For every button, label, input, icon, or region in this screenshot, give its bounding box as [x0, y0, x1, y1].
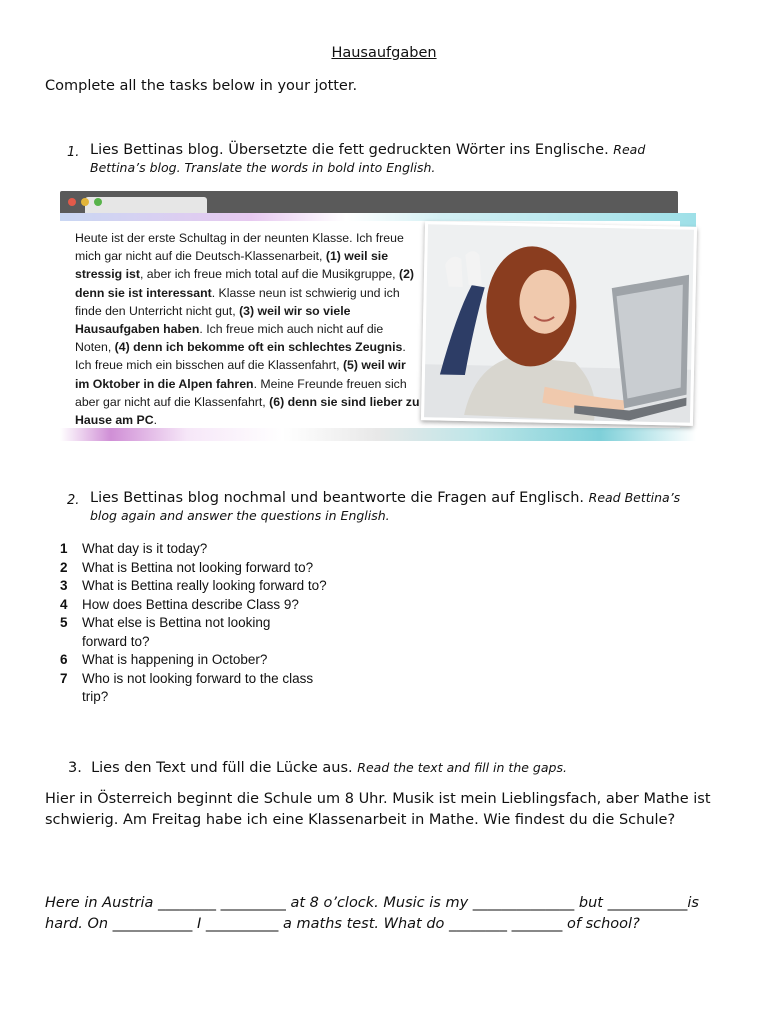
task3-instruction: [68, 758, 708, 778]
photo-illustration: [424, 224, 694, 423]
bold-phrase-4: (4) denn ich bekomme oft ein schlechtes Zeugnis: [114, 340, 403, 355]
gap-fill-text: Here in Austria ________ _________ at 8 o’clock. Music is my ______________ but ___________is hard. On ___________ I __________ a maths test. What do ________ _______ of school?: [45, 895, 699, 932]
task2-en-line2: blog again and answer the questions in English.: [90, 508, 390, 523]
question-item: 1 What day is it today?: [60, 541, 208, 556]
task1-en-line2: Bettina’s blog. Translate the words in bold into English.: [90, 160, 436, 175]
task3-number: 3.: [68, 760, 82, 776]
browser-bar: [60, 191, 678, 213]
bold-phrase-5: (5) weil wir im Oktober in die Alpen fahren: [75, 358, 406, 391]
task2-instruction: [90, 488, 730, 508]
german-text: Hier in Österreich beginnt die Schule um 8 Uhr. Musik ist mein Lieblingsfach, aber Mathe ist schwierig. Am Freitag habe ich eine Klassenarbeit in Mathe. Wie findest du die Schule?: [45, 791, 711, 828]
question-list: [60, 540, 342, 707]
task2-number: 2.: [67, 493, 80, 508]
blog-image: [60, 191, 696, 446]
question-item: 3 What is Bettina really looking forward to?: [60, 578, 327, 593]
bold-phrase-1: (1) weil sie stressig ist: [75, 249, 389, 282]
task1-en-inline: Read: [613, 142, 646, 157]
window-maximize-dot: [94, 198, 102, 206]
question-item: 5 What else is Bettina not looking forward to?: [60, 615, 271, 649]
bold-phrase-6: (6) denn sie sind lieber zu Hause am PC: [75, 394, 420, 428]
question-item: 6 What is happening in October?: [60, 652, 268, 667]
task3-en: Read the text and fill in the gaps.: [357, 760, 567, 775]
task2-de: Lies Bettinas blog nochmal und beantworte die Fragen auf Englisch.: [90, 490, 585, 506]
window-close-dot: [68, 198, 76, 206]
intro-text: Complete all the tasks below in your jotter.: [45, 78, 358, 94]
question-item: 4 How does Bettina describe Class 9?: [60, 596, 299, 612]
page-title: Hausaufgaben: [331, 45, 437, 61]
task1-number: 1.: [67, 145, 80, 160]
browser-tab: [85, 197, 207, 213]
task3-de: Lies den Text und füll die Lücke aus.: [91, 760, 353, 776]
window-minimize-dot: [81, 198, 89, 206]
task2-en-inline: Read Bettina’s: [588, 490, 681, 505]
blog-text: Heute ist der erste Schultag in der neunten Klasse. Ich freue mich gar nicht auf die Deutsch-Klassenarbeit, (1) weil sie stressig ist, aber ich freue mich total auf die Musikgruppe, (2) denn sie ist interessant. Klasse neun ist schwierig und ich finde den Unterricht nicht gut, (3) weil wir so viele Hausaufgaben haben. Ich freue mich auch nicht auf die Noten, (4) denn ich bekomme oft ein schlechtes Zeugnis. Ich freue mich ein bisschen auf die Klassenfahrt, (5) weil wir im Oktober in die Alpen fahren. Meine Freunde freuen sich aber gar nicht auf die Klassenfahrt, (6) denn sie sind lieber zu Hause am PC.: [75, 231, 420, 428]
girl-with-laptop-photo: [421, 221, 697, 426]
task1-instruction: [90, 140, 710, 160]
task1-de: Lies Bettinas blog. Übersetzte die fett gedruckten Wörter ins Englische.: [90, 142, 609, 158]
question-item: 7 Who is not looking forward to the class trip?: [60, 670, 314, 704]
bold-phrase-3: (3) weil wir so viele Hausaufgaben haben: [75, 303, 351, 337]
bold-phrase-2: (2) denn sie ist interessant: [75, 267, 415, 300]
question-item: 2 What is Bettina not looking forward to?: [60, 559, 314, 575]
